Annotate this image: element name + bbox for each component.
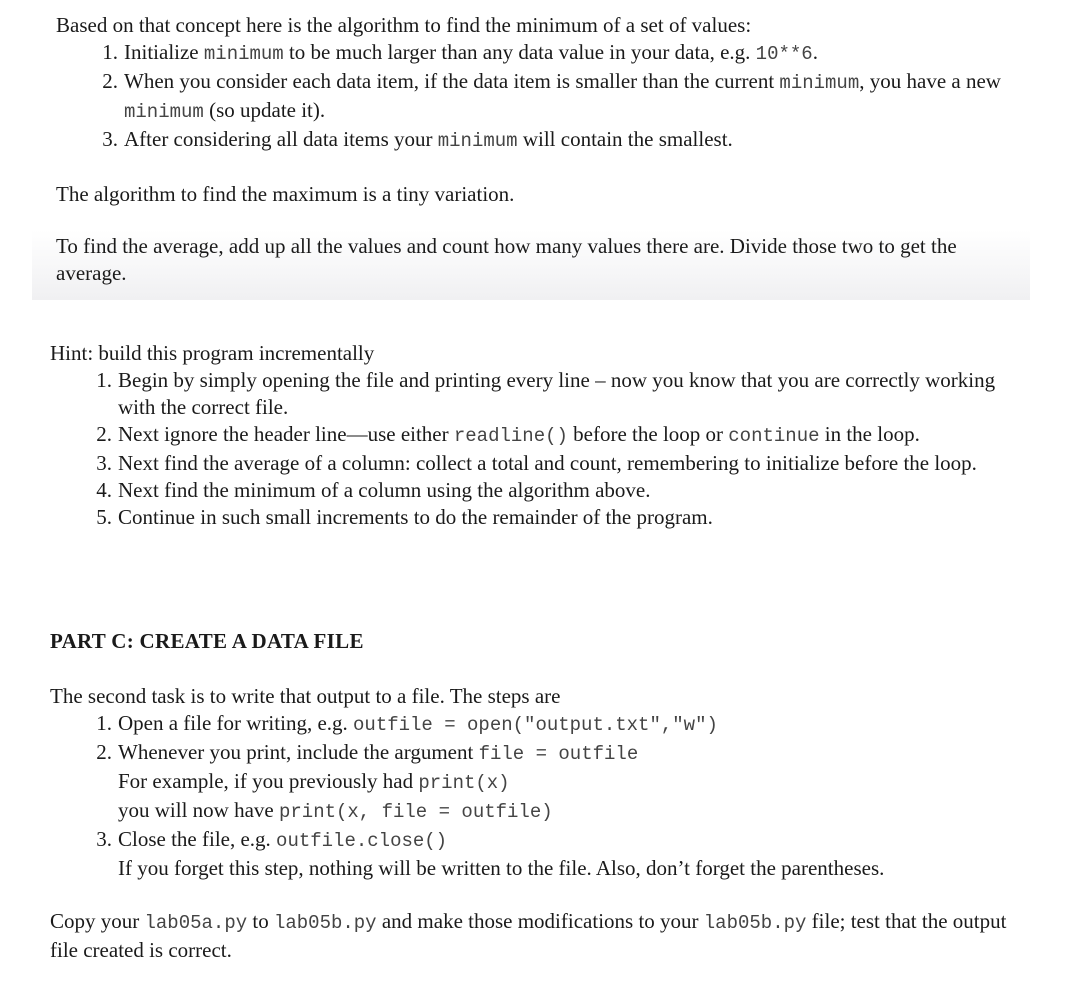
- min-intro: Based on that concept here is the algorithm to find the minimum of a set of values:: [56, 13, 752, 37]
- code-close: outfile.close(): [276, 830, 448, 852]
- list-item: 1. Begin by simply opening the file and printing every line – now you know that you are correctly working with the correct file.: [96, 368, 996, 419]
- part-c-steps-list: [96, 710, 1032, 882]
- list-item: 3. Next find the average of a column: collect a total and count, remembering to initialize before the loop.: [96, 451, 977, 475]
- list-item: 2. When you consider each data item, if the data item is smaller than the current minimum, you have a new minimum (so update it).: [102, 69, 1001, 123]
- list-item: 2. Next ignore the header line—use either readline() before the loop or continue in the loop.: [96, 422, 920, 447]
- code-file-arg: file = outfile: [478, 743, 639, 765]
- part-c-intro: The second task is to write that output to a file. The steps are: [50, 684, 561, 708]
- part-c-title: PART C: CREATE A DATA FILE: [50, 629, 364, 653]
- code-print-old: print(x): [418, 772, 510, 794]
- list-item: 5. Continue in such small increments to do the remainder of the program.: [96, 505, 713, 529]
- hint-steps-list: [96, 367, 1032, 531]
- code-open: outfile = open("output.txt","w"): [353, 714, 718, 736]
- code-minimum: minimum: [779, 72, 860, 94]
- list-item: 4. Next find the minimum of a column using the algorithm above.: [96, 478, 651, 502]
- max-text: The algorithm to find the maximum is a tiny variation.: [56, 182, 515, 206]
- list-item: 1. Initialize minimum to be much larger than any data value in your data, e.g. 10**6.: [102, 40, 818, 65]
- code-minimum: minimum: [124, 101, 204, 123]
- list-item: 3. Close the file, e.g. outfile.close() If you forget this step, nothing will be written to the file. Also, don’t forget the parentheses.: [96, 827, 885, 880]
- list-item: 2. Whenever you print, include the argument file = outfile For example, if you previously had print(x) you will now have print(x, file = outfile): [96, 740, 639, 823]
- code-continue: continue: [728, 425, 820, 447]
- avg-text: To find the average, add up all the values and count how many values there are. Divide those two to get the average.: [56, 234, 957, 285]
- algorithm-section: [32, 10, 1030, 300]
- code-minimum: minimum: [203, 43, 284, 65]
- code-lab05a: lab05a.py: [144, 912, 248, 934]
- closing-paragraph: Copy your lab05a.py to lab05b.py and make those modifications to your lab05b.py file; test that the output file created is correct.: [50, 909, 1007, 962]
- code-readline: readline(): [453, 425, 568, 447]
- code-lab05b: lab05b.py: [703, 912, 807, 934]
- code-print-new: print(x, file = outfile): [278, 801, 553, 823]
- hint-title: Hint: build this program incrementally: [50, 341, 375, 365]
- code-minimum: minimum: [437, 130, 518, 152]
- part-c-section: [50, 628, 1032, 964]
- hint-section: [50, 340, 1032, 531]
- list-item: 1. Open a file for writing, e.g. outfile = open("output.txt","w"): [96, 711, 718, 736]
- code-power: 10**6: [755, 43, 813, 65]
- list-item: 3. After considering all data items your minimum will contain the smallest.: [102, 127, 733, 152]
- min-steps-list: [102, 39, 1020, 155]
- code-lab05b: lab05b.py: [273, 912, 377, 934]
